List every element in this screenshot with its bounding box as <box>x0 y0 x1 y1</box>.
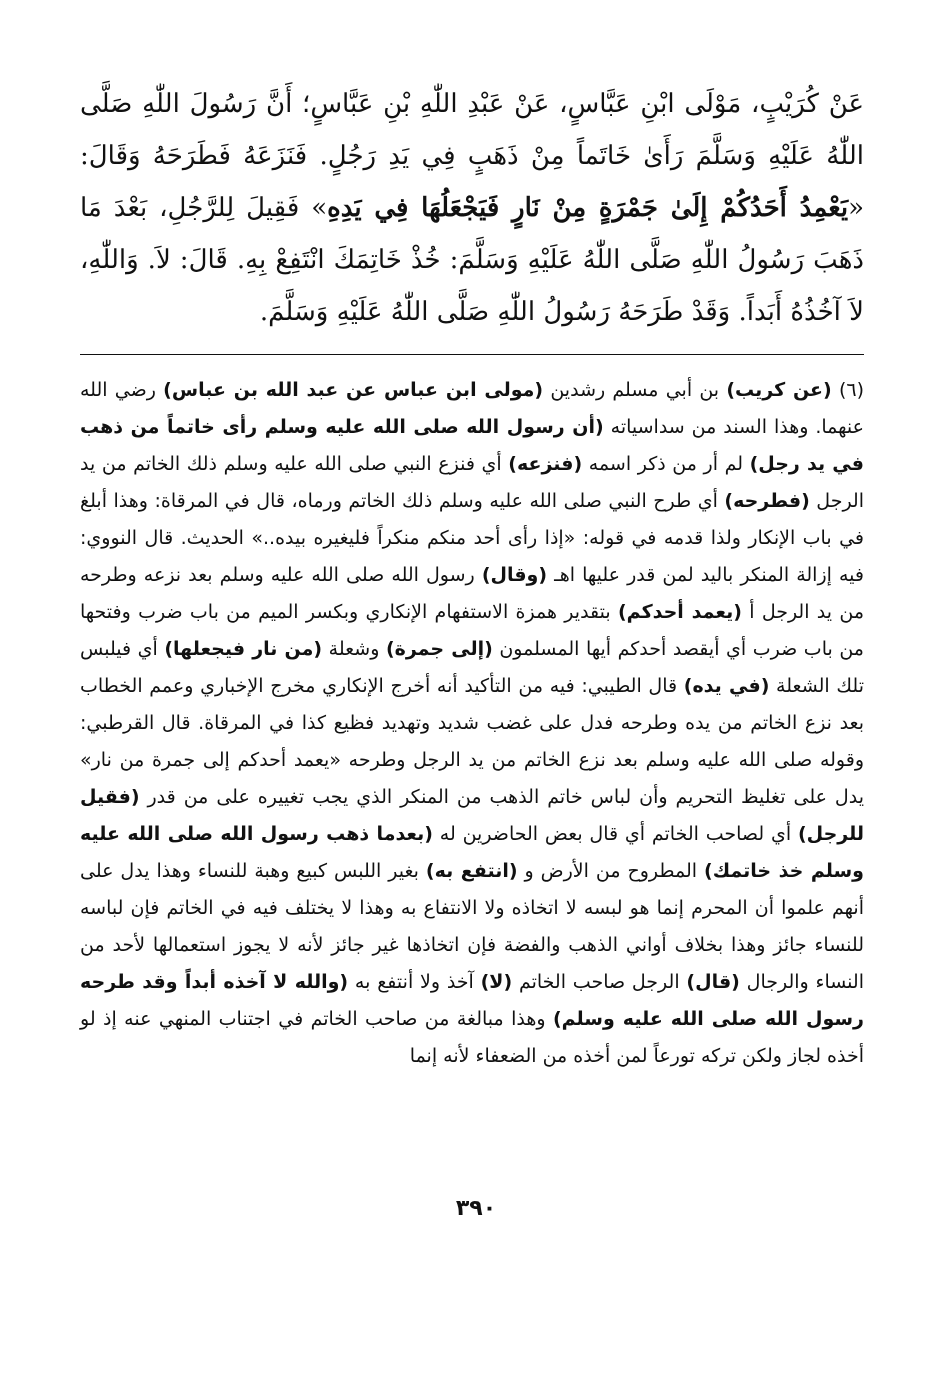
footnote-bold-segment: (في يده) <box>683 675 770 697</box>
footnote-bold-segment: (والله لا آخذه أبداً وقد طرحه رسول الله صلى الله عليه وسلم) <box>80 971 864 1030</box>
footnote-segment: الرجل صاحب الخاتم <box>512 971 687 993</box>
footnote-segment: بن أبي مسلم رشدين <box>543 379 727 401</box>
footnote-bold-segment: (عن كريب) <box>726 379 832 401</box>
footnote-segment: لم أر من ذكر اسمه <box>582 453 750 475</box>
hadith-text-segment: عَنْ كُرَيْبٍ، مَوْلَى ابْنِ عَبَّاسٍ، عَنْ عَبْدِ اللّٰهِ بْنِ عَبَّاسٍ؛ أَنَّ رَسُولَ اللّٰهِ صَلَّى اللّٰهُ عَلَيْهِ وَسَلَّمَ رَأَىٰ خَاتَماً مِنْ ذَهَبٍ فِي يَدِ رَجُلٍ. فَنَزَعَهُ فَطَرَحَهُ وَقَالَ: « <box>80 89 864 223</box>
footnote-bold-segment: (فنزعه) <box>508 453 583 475</box>
footnote-segment: رضي الله عنهما. وهذا السند من سداسياته <box>80 379 864 438</box>
footnote-segment: أي طرح النبي صلى الله عليه وسلم ذلك الخاتم ورماه، قال في المرقاة: وهذا أبلغ في باب الإنكار ولذا قدمه في قوله: «إذا رأى أحد منكم منكراً فليغيره بيده..» الحديث. قال النووي: فيه إزالة المنكر باليد لمن قدر عليها اهـ <box>80 490 864 586</box>
footnote-segment: (٦) <box>831 379 864 401</box>
footnote-bold-segment: (يعمد أحدكم) <box>617 601 742 623</box>
footnote-segment: بتقدير همزة الاستفهام الإنكاري وبكسر الميم من باب ضرب وفتحها من باب ضرب أي أيقصد أحدكم أيها المسلمون <box>80 601 864 660</box>
footnote-bold-segment: (انتفع به) <box>425 860 518 882</box>
footnote-segment: بغير اللبس كبيع وهبة للنساء وهذا يدل على أنهم علموا أن المحرم إنما هو لبسه لا اتخاذه ولا الانتفاع به وهذا لا يختلف فيه في الخاتم فإن لباسه للنساء جائز وهذا بخلاف أواني الذهب والفضة فإن اتخاذها غير جائز لأنه لا يجوز استعمالها لأحد من النساء والرجال <box>80 860 864 993</box>
footnote-bold-segment: (مولى ابن عباس عن عبد الله بن عباس) <box>163 379 544 401</box>
footnote-segment: أي فيلبس تلك الشعلة <box>80 638 864 697</box>
footnote-bold-segment: (لا) <box>480 971 513 993</box>
footnote-bold-segment: (أن رسول الله صلى الله عليه وسلم رأى خاتماً من ذهب في يد رجل) <box>80 416 864 475</box>
footnote-bold-segment: (فطرحه) <box>724 490 810 512</box>
hadith-text-bold-segment: يَعْمِدُ أَحَدُكُمْ إِلَىٰ جَمْرَةٍ مِنْ نَارٍ فَيَجْعَلُهَا فِي يَدِهِ <box>327 193 849 223</box>
footnote-segment: المطروح من الأرض و <box>517 860 705 882</box>
hadith-text-segment: » فَقِيلَ لِلرَّجُلِ، بَعْدَ مَا ذَهَبَ رَسُولُ اللّٰهِ صَلَّى اللّٰهُ عَلَيْهِ وَسَلَّمَ: خُذْ خَاتِمَكَ انْتَفِعْ بِهِ. قَالَ: لاَ. وَاللّٰهِ، لاَ آخُذُهُ أَبَداً. وَقَدْ طَرَحَهُ رَسُولُ اللّٰهِ صَلَّى اللّٰهُ عَلَيْهِ وَسَلَّمَ. <box>80 193 864 327</box>
hadith-text <box>80 78 864 338</box>
document-page <box>80 78 864 1380</box>
footnote-bold-segment: (وقال) <box>481 564 548 586</box>
page-number: ٣٩٠ <box>455 1196 497 1221</box>
footnote-bold-segment: (بعدما ذهب رسول الله صلى الله عليه وسلم خذ خاتمك) <box>80 823 864 882</box>
footnote-segment: أي لصاحب الخاتم أي قال بعض الحاضرين له <box>432 823 798 845</box>
footnote-segment: وهذا مبالغة من صاحب الخاتم في اجتناب المنهي عنه إذ لو أخذه لجاز ولكن تركه تورعاً لمن أخذه من الضعفاء لأنه إنما <box>80 1008 864 1067</box>
footnote-bold-segment: (قال) <box>686 971 740 993</box>
footnote-segment: أي فنزع النبي صلى الله عليه وسلم ذلك الخاتم من يد الرجل <box>80 453 864 512</box>
footnote-commentary <box>80 372 864 1075</box>
footnote-bold-segment: (إلى جمرة) <box>385 638 493 660</box>
footnote-segment: وشعلة <box>322 638 386 660</box>
footnote-bold-segment: (فقيل للرجل) <box>80 786 864 845</box>
footnote-segment: رسول الله صلى الله عليه وسلم بعد نزعه وطرحه من يد الرجل أ <box>80 564 865 623</box>
footnote-divider <box>80 354 864 355</box>
footnote-segment: آخذ ولا أنتفع به <box>348 971 481 993</box>
footnote-segment: قال الطيبي: فيه من التأكيد أنه أخرج الإنكاري مخرج الإخباري وعمم الخطاب بعد نزع الخاتم من يده وطرحه فدل على غضب شديد وتهديد فظيع كذا في المرقاة. قال القرطبي: وقوله صلى الله عليه وسلم بعد نزع الخاتم من يد الرجل وطرحه «يعمد أحدكم إلى جمرة من نار» يدل على تغليظ التحريم وأن لباس خاتم الذهب من المنكر الذي يجب تغييره على من قدر <box>80 675 864 808</box>
footnote-bold-segment: (من نار فيجعلها) <box>164 638 323 660</box>
